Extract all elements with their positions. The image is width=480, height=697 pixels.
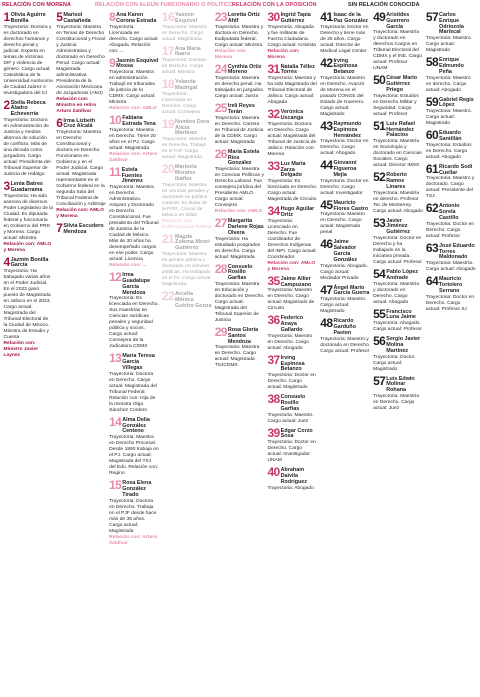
candidate-number: 23 <box>214 12 227 24</box>
candidate-number: 17 <box>161 43 175 58</box>
candidate-number: 5 <box>56 12 63 24</box>
candidate-number: 51 <box>373 118 386 133</box>
candidate-number: 61 <box>425 161 439 176</box>
candidate-entry <box>373 215 423 266</box>
candidate-name: Pablo López Andrade <box>386 268 418 281</box>
candidate-description: Trayectoria: Doctora en Derecho. Trabaja en el PJF desde hace más de 35 años. Cargo actual: Magistrada <box>109 498 157 534</box>
candidate-description: Trayectoria: Maestro. Cargo actual: Magistrado <box>425 109 472 127</box>
candidate-entry <box>56 12 106 115</box>
candidate-description: Trayectoria: Maestra en Derecho Administrativo. Amparo y Doctorado en Derecho Constitucional. Fue presidenta del Tribunal de Justicia de la Ciudad de México. Más de 30 años ha desempeñado cargos en ese poder. Cargo actual: Licencia <box>109 185 159 263</box>
candidate-name: Sergio Javier Molina Martínez <box>386 336 421 354</box>
candidate-description: Trayectoria: Maestro. Cargo actual: Magistrado <box>425 36 472 54</box>
candidate-entry <box>267 109 317 158</box>
candidate-column <box>424 12 477 697</box>
candidate-name: Lenia Batres Guadarrama <box>10 180 43 193</box>
candidate-description: Trayectoria: Licenciada en derecho. Cargo actual: Abogada. Relación con: ... <box>109 24 159 54</box>
candidate-number: 7 <box>56 221 63 236</box>
candidate-name: Luis Edwin Molinar Rohana <box>386 375 415 394</box>
candidate-entry <box>320 12 370 55</box>
candidate-entry <box>267 352 317 391</box>
candidate-name: Rosa Elena González Tirado <box>122 480 152 498</box>
candidate-relation: Relación con: Ministro Javier Laynez <box>3 341 39 359</box>
candidate-number: 50 <box>373 73 386 88</box>
candidate-entry <box>215 218 265 260</box>
candidate-number: 45 <box>320 197 333 212</box>
candidate-entry <box>320 118 370 157</box>
candidate-name: Consuelo Rosillo Garfias <box>227 263 253 282</box>
candidate-name: Ana María Ibarra <box>175 45 201 58</box>
candidate-number: 21 <box>161 231 175 246</box>
candidate-name: Federico Anaya Gallardo <box>280 315 304 333</box>
candidate-number: 64 <box>425 274 439 289</box>
candidate-number: 42 <box>320 55 333 70</box>
candidate-description: Trayectoria: Estudios en Derecho. Cargo actual: Abogado <box>425 142 472 160</box>
candidate-entry <box>162 79 212 116</box>
candidate-entry <box>3 254 54 360</box>
candidate-description: Trayectoria: Maestro y doctorado en Derecho. Cargo actual: Profesor <box>320 336 371 354</box>
candidate-entry <box>373 306 423 334</box>
candidate-name: Consuelo Rosillo Garfias <box>280 394 306 412</box>
candidate-entry <box>109 55 159 113</box>
candidate-name: María Teresa García Villegas <box>122 353 155 371</box>
candidate-description: Trayectoria: Maestro. Cargo actual: Magistrado <box>320 297 367 315</box>
candidate-number: 28 <box>214 261 227 276</box>
candidate-description: Trayectoria: Ha trabajado varias años en el Poder Judicial. En el 2023 ganó puesto de Magistrada en Jalisco en el 2023. Cargo actual: Magistrada del Tribunal Electoral de la Ciudad de México. Ministra de Estudio y Cuenta <box>3 269 51 341</box>
candidate-number: 26 <box>214 146 227 161</box>
candidate-name: Luz María Zarza Delgado <box>280 160 306 179</box>
candidate-number: 33 <box>267 158 280 173</box>
candidate-name: Roberto Ramos Linares <box>386 172 407 190</box>
candidate-entry <box>267 206 317 273</box>
candidate-description: Trayectoria: Doctor en Derecho y tiene más de 20 años. Cargo actual: Director de Medical Legal Center <box>320 24 369 54</box>
candidate-description: Trayectoria: Maestra en Derecho. Tiene 20 años en el PJ. Cargo actual: Magistrada <box>109 127 156 151</box>
column-headers <box>0 0 480 11</box>
candidate-entry <box>373 12 423 72</box>
candidate-description: Trayectoria: Doctora en Derecho. Cargo actual: Ministra <box>161 58 207 76</box>
candidate-name: Ricardo Sodi Cuellar <box>439 163 473 176</box>
candidate-description: Trayectoria: Doctor en Derecho. Cargo actual: Investigador UNAM <box>267 440 316 464</box>
candidate-description: Trayectoria: Abogada y fue militante de Fuerza Ciudadana. Cargo actual: Activista <box>267 24 316 48</box>
candidate-name: Eduardo Santillán <box>439 130 462 142</box>
candidate-relation: Relación con: AMLO y Morena <box>56 208 104 220</box>
candidate-description: Trayectoria: Maestría. Cargo actual: Abogado <box>425 261 476 273</box>
candidate-entry <box>320 239 370 281</box>
candidate-number: 29 <box>214 324 227 339</box>
candidate-name: Loretta Ortiz Ahlf <box>227 12 260 24</box>
candidate-number: 31 <box>267 61 280 76</box>
candidate-name: Silvia Escudero Mendoza <box>63 223 104 235</box>
candidate-name: Javier Jiménez Gutiérrez <box>386 217 410 236</box>
candidate-relation: Relación con: Arturo Zaldívar <box>109 534 158 546</box>
candidate-relation: Relación con: Morena <box>267 48 300 60</box>
candidate-number: 8 <box>109 12 116 24</box>
candidate-name: Irving Espinosa Betanzo <box>280 354 305 373</box>
candidate-entry <box>373 118 423 169</box>
candidate-entry <box>214 146 265 215</box>
candidate-number: 49 <box>373 12 386 24</box>
candidate-description: Trayectoria: Maestra en Derecho. Cargo actual: Magistrada <box>161 24 207 42</box>
candidate-name: María Estela Ríos González <box>227 148 260 167</box>
candidate-name: Fabiana Estrada Tena <box>122 115 156 127</box>
candidate-column <box>372 12 425 697</box>
candidate-description: Trayectoria: Doctora y es doctorado en derechos humanos y derecho penal y judicial. Experta en temas de víctimas. DIF y violencia de género. Cargo actual: Catedrática de la Universidad Autónoma de Ciudad Juárez e investigadora del IIJ <box>3 24 53 96</box>
candidate-column <box>2 12 55 697</box>
candidate-name: Cynthia Ortiz Moreno <box>227 63 262 76</box>
candidate-description: Trayectoria: Maestra en Temas de Derecho Constitucional y Fiscal y Justicia Administrativa y doctorado en Derecho Penal. Cargo actual: Magistrada administrativa Presidenta de la Asociación Mexicana de Juzgadoras (AMJ) <box>56 24 105 96</box>
candidate-description: Trayectoria: Maestra en Derecho Procesal. Desde 1990 trabaja en el PJ. Cargo actual: Magistrada del TSJ del Edo. Relación con: Regino <box>109 435 159 477</box>
candidate-number: 24 <box>214 61 227 76</box>
candidate-number: 40 <box>267 465 280 480</box>
candidate-entry <box>426 276 476 312</box>
candidate-number: 55 <box>373 306 386 321</box>
candidate-number: 15 <box>109 478 122 493</box>
candidate-entry <box>215 12 265 61</box>
candidate-name: Gabriel Regis López <box>439 96 474 109</box>
candidate-entry <box>373 75 423 117</box>
candidate-description: Trayectoria: Es licenciada en Derecho. Sus maestrías en Ciencias Jurídicas penales y seguridad pública y socios. Cargo actual: Consejera de la Judicatura CDMX <box>109 296 159 350</box>
candidate-number: 20 <box>161 162 175 177</box>
candidate-name: Giovanni Figueroa Mejía <box>333 160 357 178</box>
candidate-number: 53 <box>373 215 386 230</box>
candidate-column <box>213 12 266 697</box>
candidate-name: Antonio Sorela Castillo <box>439 203 460 221</box>
candidate-number: 57 <box>425 12 439 24</box>
candidate-description: Trayectoria: Maestra en Educación y doctorado en Derecho. Cargo actual: Magistrada del Tribunal Superior de Justicia <box>214 281 265 323</box>
candidate-column <box>266 12 319 697</box>
candidate-description: Trayectoria: Ha estudiado posgrados en derecho. Cargo actual: Magistrada <box>214 236 261 260</box>
candidate-name: Ángel Mario García Guerra <box>333 284 370 297</box>
candidate-entry <box>161 231 212 288</box>
candidate-entry <box>373 172 423 214</box>
candidate-entry <box>56 115 106 221</box>
candidate-relation: Relación con: AMLO <box>214 209 263 215</box>
candidate-entry <box>109 353 159 413</box>
candidate-column <box>55 12 108 697</box>
candidate-entry <box>161 288 212 309</box>
relation-header: RELACIÓN CON MORENA <box>2 2 71 8</box>
candidate-description: Trayectoria: Abogado <box>267 485 314 491</box>
candidate-description: Trayectoria: Maestro en Derecho. Cargo actual: Magistrado de Circuito <box>267 288 315 312</box>
candidate-number: 27 <box>214 216 227 231</box>
candidate-entry <box>267 12 317 61</box>
candidate-entry <box>320 318 370 354</box>
candidate-entry <box>320 160 370 196</box>
candidate-entry <box>373 266 423 306</box>
candidate-number: 11 <box>109 164 121 179</box>
candidate-relation: Relación con: Morena <box>214 48 247 60</box>
candidate-description: Trayectoria: Doctora en Derecho. Cargo actual: Magistrada del Tribunal Federal. Relación con: Hija de la ministra Olga Sánchez Cordero <box>109 371 157 413</box>
candidate-number: 1 <box>3 12 10 24</box>
candidate-number: 10 <box>109 113 122 128</box>
candidate-number: 19 <box>161 116 175 131</box>
relation-header: RELACIÓN CON ALGÚN FUNCIONARIO O POLÍTICO <box>95 2 234 8</box>
candidate-name: Jaime Allier Campuzano <box>280 275 312 288</box>
candidate-number: 32 <box>267 107 280 122</box>
candidate-relation: Relación con: ... <box>109 263 147 269</box>
candidate-entry <box>267 467 317 491</box>
candidate-entry <box>267 394 317 424</box>
candidate-entry <box>425 161 476 201</box>
candidate-number: 63 <box>425 240 439 255</box>
candidate-name: Ricardo Garduño Pasten <box>333 318 356 336</box>
candidate-description: Trayectoria: Maestría y doctorado en Derecho. Cargo actual: Abogado <box>373 281 420 305</box>
candidate-description: Trayectoria: Doctor en Derecho y ha trabajado en la iniciativa privada. Cargo actual: Profesor <box>373 235 423 265</box>
candidate-name: Mauricio Tortolero Serrano <box>439 276 463 294</box>
candidate-entry <box>214 324 265 369</box>
candidate-description: Trayectoria: Licenciada en Derecho. Cargo actual: Consejera <box>161 91 200 115</box>
candidate-description: Trayectoria: Maestría en Derecho. Cargo actual: Juez <box>373 393 420 411</box>
candidate-description: Trayectoria: Maestro en derecho. Cargo actual: Abogado <box>425 75 471 93</box>
candidate-description: Trayectoria: Maestría y doctorado en derechos Cargos en Tribunal Electoral del CDMX y el INE. Cargo actual: Profesor UNAM <box>373 30 422 72</box>
candidate-relation: Relación con: AMLO y Morena <box>3 241 52 253</box>
candidate-name: Arcelia Mónica Guicho Gonza <box>175 290 212 309</box>
candidate-number: 37 <box>267 352 280 367</box>
candidate-entry <box>215 103 265 146</box>
candidate-entry <box>320 282 370 316</box>
candidate-description: Trayectoria: Maestro en Derecho. Cargo actual: Abogado <box>267 333 313 351</box>
candidate-name: César Mario Gutiérrez Priego <box>386 75 418 93</box>
candidate-number: 12 <box>109 270 122 285</box>
candidate-entry <box>214 261 265 324</box>
candidate-name: Ireli Reyes Terán <box>227 103 255 115</box>
candidate-description: Trayectoria: Doctor en Derecho. Cargo actual: Profesor IIJ <box>425 294 475 312</box>
candidate-entry <box>267 61 317 107</box>
candidate-number: 34 <box>267 204 280 219</box>
candidate-entry <box>109 480 159 546</box>
candidate-number: 30 <box>267 12 280 24</box>
candidate-entry <box>109 414 159 477</box>
candidate-entry <box>109 164 159 269</box>
candidate-number: 22 <box>161 288 175 303</box>
candidate-description: Trayectoria: Doctor en Derecho. Cargo actual: Investigador <box>320 178 369 196</box>
candidate-name: Jazmín Bonilla García <box>10 256 49 269</box>
candidate-entry <box>425 94 476 128</box>
candidate-description: Trayectoria: Maestría en Sociología y doctorado en Ciencias Sociales. Cargo actual: Director IMSS <box>373 139 422 169</box>
candidate-number: 6 <box>56 115 63 130</box>
candidate-name: Irma Guadalupe García Mendoza <box>122 272 151 296</box>
candidate-name: Abraham Daivila Rodriguez <box>280 467 307 485</box>
candidate-entry <box>214 61 265 101</box>
candidate-column <box>108 12 161 697</box>
candidate-entry <box>267 425 317 465</box>
candidate-description: Trayectoria: Maestra en gestión pública y doctorado en ciencias políticas. Ha trabajado en el PJ. Cargo actual: Magistrada <box>161 251 212 287</box>
candidate-description: Trayectoria: Maestra y doctora en Derecho. Exdiputada federal. Cargo actual: Ministra <box>214 24 264 48</box>
candidate-name: Rosa Gloria Santos Mendoza <box>227 326 259 345</box>
candidate-number: 2 <box>3 97 10 112</box>
candidate-entry <box>162 164 212 230</box>
candidate-entry <box>109 12 159 55</box>
candidate-description: Trayectoria: Doctora en Administración de Justicia y medios alternos de solución de conflicto. Más de una década como juzgadora. Cargo actual: Presidenta del Tribunal Superior de Justicia de Hidalgo <box>3 117 51 177</box>
relation-header: RELACIÓN CON LA OPOSICIÓN <box>232 2 317 8</box>
candidate-description: Trayectoria: Ha sido asesora de diversos Poder Legislativo de la Ciudad. Ex diputada federal y funcionaria en Gobierno del PRD y Morena. Cargo actual: Ministra <box>3 193 53 241</box>
candidate-number: 60 <box>425 128 439 143</box>
candidate-number: 41 <box>320 12 333 24</box>
candidate-number: 52 <box>373 170 386 185</box>
candidate-number: 25 <box>214 101 227 116</box>
candidate-description: Trayectoria: Doctor en Derecho. Cargo actual: Abogado <box>320 139 369 157</box>
candidate-entry <box>109 272 159 350</box>
candidate-description: Trayectoria: Maestra en Ciencias Políticas y Derecho Laboral. Fue consejera jurídica del Presidente AMLO. Cargo actual: Consejera <box>214 167 264 209</box>
candidate-name: Hugo Aguilar Ortiz <box>280 206 315 218</box>
candidate-description: Trayectoria: Maestra en Derecho. Trabajó en el PJF. Cargo actual: Magistrada <box>161 137 207 161</box>
candidate-description: Trayectoria: Estudios en Derecho Militar y Seguridad. Cargo actual: Profesor <box>373 93 419 117</box>
candidate-entry <box>3 178 54 254</box>
candidate-number: 3 <box>3 178 10 193</box>
candidate-entry <box>161 43 212 77</box>
candidate-number: 9 <box>109 55 116 70</box>
candidate-number: 18 <box>161 77 175 92</box>
candidate-entry <box>3 97 54 178</box>
candidate-number: 16 <box>161 12 175 24</box>
candidate-entry <box>320 55 370 118</box>
candidate-entry <box>426 12 476 54</box>
candidate-description: Trayectoria: Licenciado en Derecho. Fue coordinador de Derechos Indígenas del INPI. Cargo actual: Coordinador <box>267 218 317 260</box>
candidate-description: Trayectoria: Es licenciada en Derecho. Cargo actual: Magistrada de Circuito <box>267 179 318 203</box>
candidate-number: 57 <box>373 373 386 388</box>
candidate-name: Mauricio Flores Castro <box>333 199 369 212</box>
candidate-name: Irma Lizbeth Cruz Alcalá <box>63 117 96 130</box>
candidate-description: Trayectoria: Doctor en Derecho. Cargo actual: Profesor <box>425 221 475 239</box>
candidate-column <box>160 12 213 697</box>
candidate-description: Trayectoria: Maestro en Derecho. Avanzó de Morena en el pasado CONGE del Estado de Guerrero. Cargo actual: Magistrado <box>320 75 365 117</box>
candidate-relation: Relación con: Ministro en retiro Arturo Zaldívar <box>56 96 97 114</box>
candidate-description: Trayectoria: Maestra en ciencias penales y doctorado en política criminal. Ex titular de la PGR, Cónsul de México en Milán <box>161 182 209 218</box>
candidate-relation: Relación con: AMLO y Morena <box>267 260 316 272</box>
candidate-entry <box>320 197 370 237</box>
candidate-name: Irving Espinosa Betanzo <box>333 57 358 76</box>
candidate-name: Jaime Salvador García González <box>333 239 358 263</box>
candidate-name: Isaac de la Paz González <box>333 12 368 24</box>
candidate-name: Yolanda Madrigal <box>175 79 198 91</box>
candidate-name: Olivia Aguirre Bonilla <box>10 12 46 24</box>
candidate-entry <box>426 203 476 239</box>
candidate-entry <box>4 12 54 97</box>
candidate-number: 35 <box>267 273 280 288</box>
candidate-entry <box>426 130 476 161</box>
candidate-entry <box>161 116 212 161</box>
candidate-number: 39 <box>267 425 280 440</box>
candidate-name: Stella Rebeca Aladro Echeverría <box>10 99 46 118</box>
candidate-description: Trayectoria: Maestro en Derecho. Cargo actual: Magistrado penal <box>320 212 365 236</box>
candidate-number: 44 <box>320 158 333 173</box>
candidate-name: Francisco Luna Jaime <box>386 308 416 321</box>
candidate-name: Ana Karen Corona Estrada <box>116 12 157 24</box>
candidate-number: 54 <box>373 266 386 281</box>
candidate-description: Trayectoria: Maestría en derecho. Profesor Tec de Monterrey. Cargo actual: Abogado <box>373 190 423 214</box>
candidate-number: 38 <box>267 392 280 407</box>
candidate-name: Edgar Corzo Sosa <box>280 427 313 440</box>
candidate-description: Trayectoria: Maestra en derecho penal. Ha trabajado en juzgados. Cargo actual: Jueza <box>214 76 265 100</box>
candidate-description: Trayectoria: Maestro. Cargo actual: Juez <box>267 412 314 424</box>
candidate-number: 14 <box>109 414 122 429</box>
candidate-number: 36 <box>267 313 280 328</box>
candidate-entry <box>109 115 159 164</box>
candidate-description: Trayectoria: Maestro y doctorado. Cargo actual: Presidente del TSJ <box>425 176 475 200</box>
candidate-entry <box>267 315 317 351</box>
candidate-name: Alma Delia González Centeno <box>122 416 150 435</box>
candidate-name: Estela Fuentes Jiménez <box>121 166 143 185</box>
candidate-description: Trayectoria: Doctor en Derecho. Cargo actual: Magistrado <box>267 373 316 391</box>
candidate-entry <box>425 240 476 273</box>
candidate-name: Marisol Castañeda <box>63 12 91 24</box>
candidate-number: 13 <box>109 351 122 366</box>
candidate-number: 48 <box>320 316 333 331</box>
candidate-name: Raymundo Espinoza Hernández <box>333 120 362 139</box>
candidate-name: Natalia Téllez Torres <box>280 63 315 76</box>
relation-header: SIN RELACIÓN CONOCIDA <box>348 2 420 8</box>
candidate-relation: Relación con: Arturo Zaldívar <box>109 151 158 163</box>
candidate-description: Trayectoria: Maestra y ha sido Magistrada del Tribunal Electoral de Jalisco. Cargo actual: Abogada <box>267 76 317 106</box>
candidate-description: Trayectoria: Maestra en Derecho. Cargo actual: Magistrada TSJCDMX <box>214 345 260 369</box>
candidate-number: 46 <box>320 237 333 252</box>
candidate-entry <box>162 12 212 43</box>
candidates-columns <box>2 12 478 697</box>
candidate-number: 62 <box>425 201 439 216</box>
candidate-relation: Relación con: AMLO <box>109 106 157 112</box>
candidate-entry <box>267 158 318 203</box>
candidate-number: 4 <box>3 254 10 269</box>
candidate-name: Magda Zulema Mosri Gutiérrez <box>175 233 210 252</box>
candidate-name: Yasmín Esquivel <box>175 12 198 24</box>
candidate-name: Jasmín Esquivel Mossa <box>116 57 159 70</box>
candidate-entry <box>267 273 317 313</box>
candidate-number: 56 <box>373 334 386 349</box>
candidate-name: Ingrid Tapia Gutiérrez <box>280 12 311 24</box>
candidate-number: 59 <box>425 94 439 109</box>
candidate-entry <box>426 57 476 93</box>
candidate-number: 43 <box>320 118 333 133</box>
candidate-number: 58 <box>425 55 439 70</box>
candidate-description: Trayectoria: Abogado. Cargo actual: Profesor <box>373 321 423 333</box>
candidate-description: Trayectoria: Doctora en Derecho. Cargo actual: Magistrada del Tribunal de Justicia de Jalisco. Relación con: Morena <box>267 121 317 157</box>
candidate-description: Trayectoria: Maestra en administración. Trabajó en tribunales de justicia de la CDMX. Cargo actual: Ministra <box>109 70 156 106</box>
candidate-name: Verónica Uscanga <box>280 109 304 121</box>
candidate-column <box>319 12 372 697</box>
candidate-name: Aristides Guerrero García <box>386 12 410 30</box>
candidate-description: Trayectoria: Doctor. Cargo actual: Magistrado <box>373 354 416 372</box>
candidate-relation: Relación con: Exfuncionaria federal <box>161 218 212 230</box>
candidate-name: Carlos Enrique Odriozola Mariscal <box>439 12 464 36</box>
candidate-name: Luis Rafael Hernández Palacios <box>386 120 415 139</box>
candidate-description: Trayectoria: Abogado. Cargo actual: Mediador Privado <box>320 263 368 281</box>
candidate-entry <box>373 336 423 372</box>
candidate-name: Marisela Morales Ibáñez <box>175 164 197 182</box>
candidate-name: José Eduardo Torres Maldonado <box>439 242 475 261</box>
candidate-name: Nombre Dora Alicia Martínez <box>175 118 210 137</box>
candidate-number: 47 <box>320 282 333 297</box>
candidate-name: Enrique Edmundo Peña <box>439 57 464 75</box>
candidate-entry <box>373 373 423 412</box>
candidate-description: Trayectoria: Maestra en Derecho. Carrera en Tribunal de Justicia de la CDMX. Cargo actual: Magistrada <box>214 115 264 145</box>
candidate-description: Trayectoria: Maestra en Derecho Constitucional y doctora en Derecho. Funcionaria en Gobierno y en el Poder Judicial. Cargo actual: Magistrada representante en el Gobierno federal en la segunda Sala del Tribunal Federal de Conciliación y Arbitraje <box>56 130 106 208</box>
candidate-entry <box>56 223 106 236</box>
candidate-name: Margarita Darlene Rojas Olvera <box>227 218 264 236</box>
